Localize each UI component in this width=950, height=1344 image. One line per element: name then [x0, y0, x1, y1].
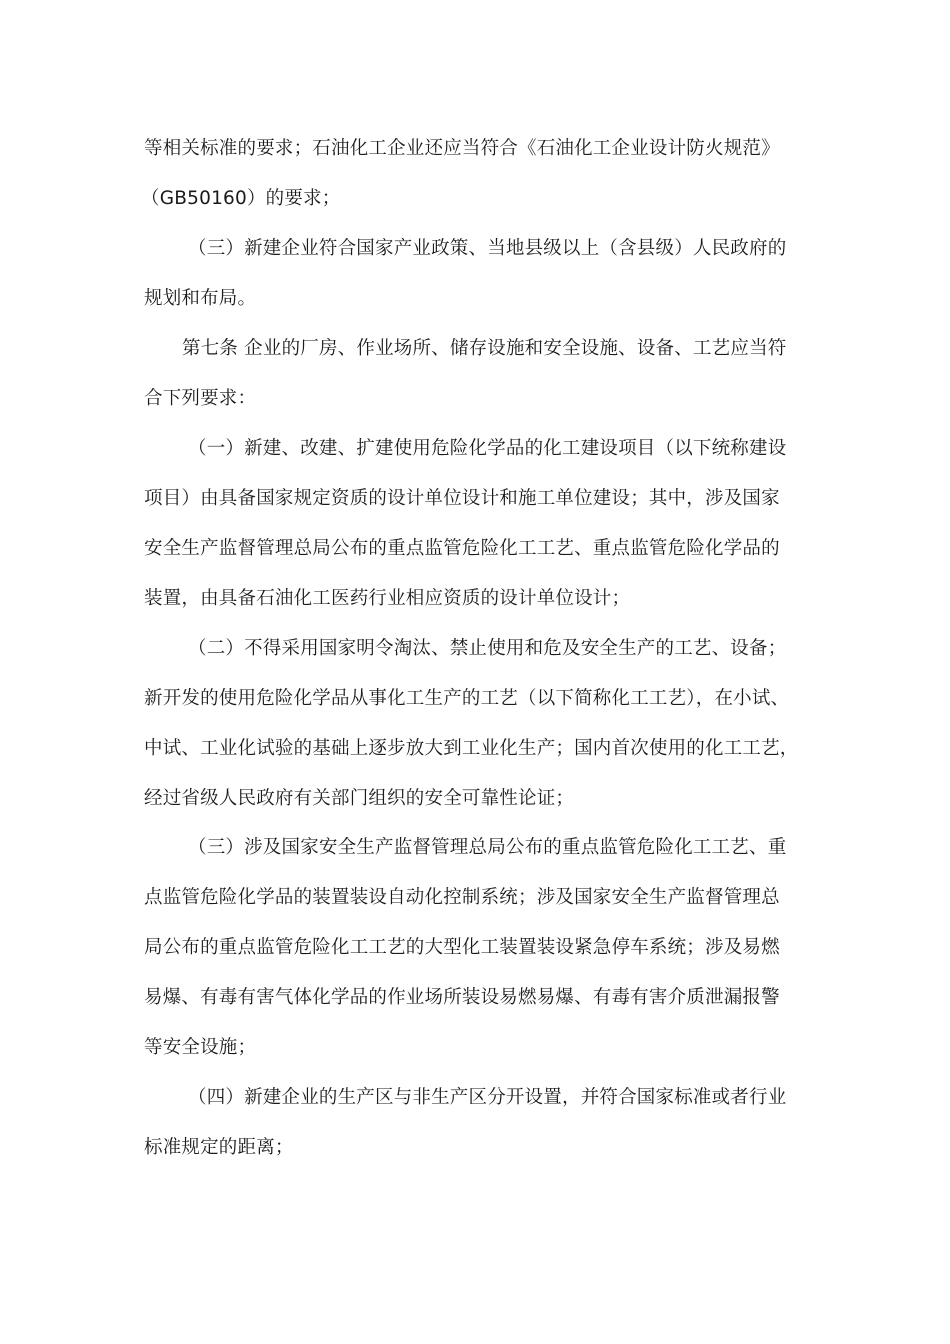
- text-line: 易爆、有毒有害气体化学品的作业场所装设易燃易爆、有毒有害介质泄漏报警: [144, 987, 780, 1008]
- text-line: 等安全设施；: [144, 1037, 257, 1058]
- text-line: 等相关标准的要求；石油化工企业还应当符合《石油化工企业设计防火规范》: [144, 138, 780, 159]
- text-line: 新开发的使用危险化学品从事化工生产的工艺（以下简称化工工艺），在小试、: [144, 688, 790, 709]
- text-line: 第七条 企业的厂房、作业场所、储存设施和安全设施、设备、工艺应当符: [182, 338, 787, 359]
- text-line: 项目）由具备国家规定资质的设计单位设计和施工单位建设；其中，涉及国家: [144, 488, 780, 509]
- text-line: 点监管危险化学品的装置装设自动化控制系统；涉及国家安全生产监督管理总: [144, 887, 780, 908]
- text-line: 中试、工业化试验的基础上逐步放大到工业化生产；国内首次使用的化工工艺，: [144, 738, 799, 759]
- text-line: （一）新建、改建、扩建使用危险化学品的化工建设项目（以下统称建设: [188, 438, 787, 459]
- text-line: 经过省级人民政府有关部门组织的安全可靠性论证；: [144, 788, 575, 809]
- text-line: 局公布的重点监管危险化工工艺的大型化工装置装设紧急停车系统；涉及易燃: [144, 937, 780, 958]
- text-line: （四）新建企业的生产区与非生产区分开设置，并符合国家标准或者行业: [188, 1087, 787, 1108]
- text-line: （三）涉及国家安全生产监督管理总局公布的重点监管危险化工工艺、重: [188, 837, 787, 858]
- text-line: 规划和布局。: [144, 288, 257, 309]
- text-line: （二）不得采用国家明令淘汰、禁止使用和危及安全生产的工艺、设备；: [188, 638, 787, 659]
- text-line: 合下列要求：: [144, 388, 257, 409]
- text-line: （GB50160）的要求；: [141, 188, 341, 209]
- text-line: 装置，由具备石油化工医药行业相应资质的设计单位设计；: [144, 588, 631, 609]
- text-line: 安全生产监督管理总局公布的重点监管危险化工工艺、重点监管危险化学品的: [144, 538, 780, 559]
- text-line: 标准规定的距离；: [144, 1137, 294, 1158]
- text-line: （三）新建企业符合国家产业政策、当地县级以上（含县级）人民政府的: [188, 238, 787, 259]
